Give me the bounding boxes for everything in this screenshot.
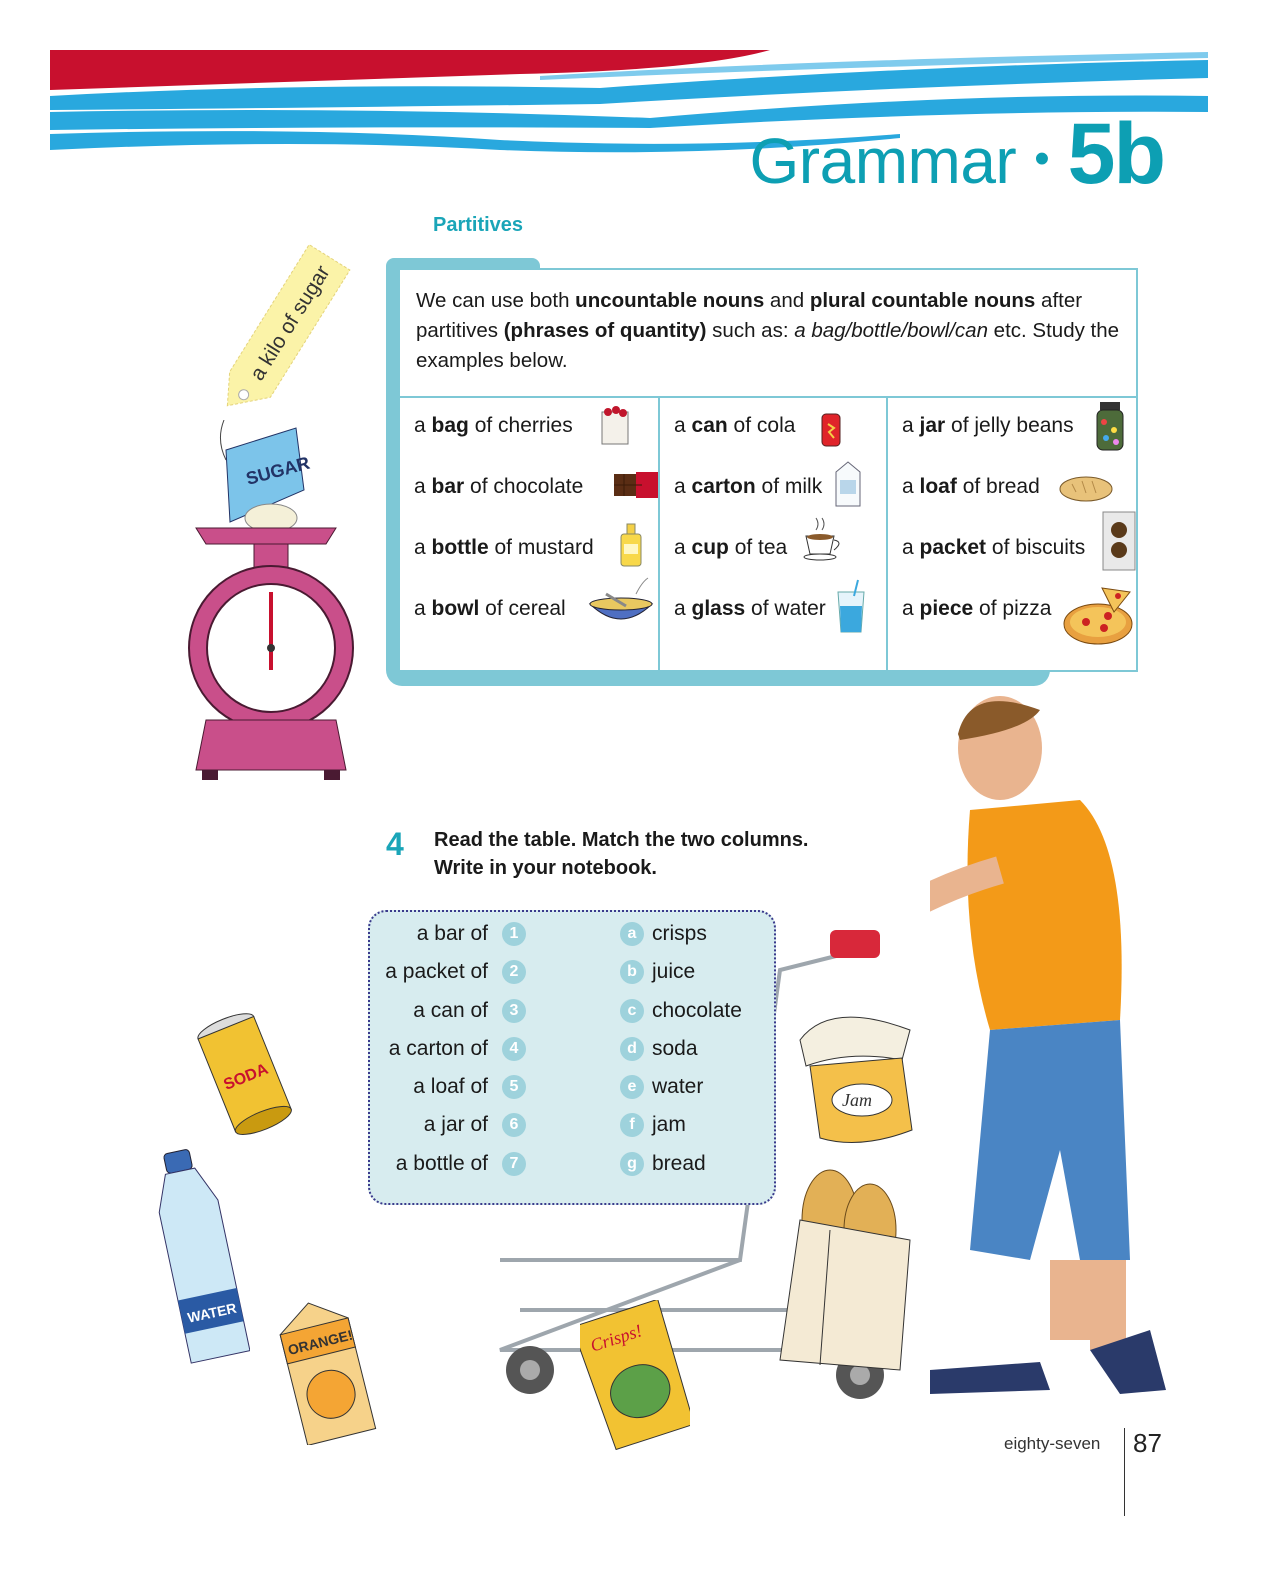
- chocolate-bar-icon: [612, 468, 660, 502]
- grammar-examples: [400, 398, 1136, 670]
- intro-text: after partitives: [416, 289, 1083, 342]
- item-number-badge: 6: [502, 1113, 526, 1137]
- match-right-item[interactable]: e water: [620, 1075, 703, 1099]
- item-letter-badge: b: [620, 960, 644, 984]
- jam-label: Jam: [842, 1090, 872, 1110]
- example-phrase: a bar of chocolate: [414, 475, 584, 498]
- exercise-number: 4: [386, 826, 404, 862]
- tea-cup-icon: [802, 514, 846, 562]
- crisps-label: Crisps!: [587, 1320, 645, 1356]
- intro-text: etc. Study the examples below.: [416, 319, 1120, 372]
- example-phrase: a bag of cherries: [414, 414, 573, 437]
- unit-title-separator: •: [1034, 134, 1050, 183]
- example-phrase: a piece of pizza: [902, 597, 1052, 620]
- biscuit-packet-icon: [1100, 510, 1138, 572]
- kitchen-scale-illustration: [186, 420, 356, 790]
- grammar-intro: [400, 270, 1136, 398]
- cereal-bowl-icon: [586, 574, 656, 632]
- grammar-box: [386, 258, 1138, 686]
- example-phrase: a bowl of cereal: [414, 597, 566, 620]
- match-right-item[interactable]: a crisps: [620, 922, 707, 946]
- unit-title-word: Grammar: [749, 125, 1017, 197]
- example-phrase: a jar of jelly beans: [902, 414, 1074, 437]
- mustard-bottle-icon: [618, 522, 644, 568]
- match-right-item[interactable]: f jam: [620, 1113, 686, 1137]
- intro-italic: a bag/bottle/bowl/can: [794, 319, 988, 342]
- water-glass-icon: [834, 578, 870, 636]
- intro-bold: plural countable nouns: [809, 289, 1036, 312]
- match-left-item[interactable]: a loaf of 5: [413, 1075, 526, 1099]
- item-number-badge: 3: [502, 999, 526, 1023]
- example-phrase: a bottle of mustard: [414, 536, 594, 559]
- soda-can-illustration: [190, 1010, 300, 1140]
- item-number-badge: 7: [502, 1152, 526, 1176]
- soda-label: SODA: [221, 1060, 271, 1094]
- match-right-item[interactable]: g bread: [620, 1152, 706, 1176]
- intro-text: We can use both: [416, 289, 576, 312]
- item-letter-badge: g: [620, 1152, 644, 1176]
- intro-bold: uncountable nouns: [575, 289, 765, 312]
- example-phrase: a can of cola: [674, 414, 796, 437]
- item-letter-badge: f: [620, 1113, 644, 1137]
- item-number-badge: 2: [502, 960, 526, 984]
- match-left-item[interactable]: a packet of 2: [385, 960, 526, 984]
- exercise-instructions: [434, 826, 809, 882]
- page-number-words: eighty-seven: [1004, 1434, 1101, 1453]
- intro-text: and: [764, 289, 810, 312]
- example-phrase: a glass of water: [674, 597, 826, 620]
- item-letter-badge: e: [620, 1075, 644, 1099]
- item-number-badge: 5: [502, 1075, 526, 1099]
- cherries-bag-icon: [598, 404, 632, 446]
- orange-label: ORANGE!: [286, 1326, 355, 1359]
- crisps-packet-illustration: [580, 1300, 690, 1450]
- grammar-column: [886, 398, 1136, 670]
- example-phrase: a loaf of bread: [902, 475, 1040, 498]
- example-phrase: a cup of tea: [674, 536, 788, 559]
- milk-carton-icon: [832, 460, 864, 508]
- example-phrase: a packet of biscuits: [902, 536, 1086, 559]
- intro-text: such as:: [706, 319, 795, 342]
- item-number-badge: 4: [502, 1037, 526, 1061]
- footer-divider: [1124, 1428, 1125, 1516]
- match-left-item[interactable]: a bottle of 7: [396, 1152, 526, 1176]
- page-number: 87: [1133, 1428, 1162, 1458]
- sugar-tag-illustration: [192, 240, 392, 440]
- match-right-item[interactable]: c chocolate: [620, 999, 742, 1023]
- jelly-bean-jar-icon: [1094, 400, 1126, 454]
- bread-loaf-icon: [1058, 472, 1114, 504]
- jam-jar-illustration: [790, 1000, 920, 1150]
- boy-illustration: [930, 690, 1170, 1410]
- grammar-column: [658, 398, 886, 670]
- match-right-item[interactable]: d soda: [620, 1037, 698, 1061]
- item-letter-badge: a: [620, 922, 644, 946]
- match-left-item[interactable]: a bar of 1: [417, 922, 526, 946]
- water-label: WATER: [186, 1299, 238, 1326]
- orange-juice-carton-illustration: [270, 1295, 380, 1445]
- sugar-tag-label: a kilo of sugar: [245, 261, 335, 385]
- match-left-item[interactable]: a carton of 4: [389, 1037, 526, 1061]
- item-letter-badge: d: [620, 1037, 644, 1061]
- sugar-label: SUGAR: [243, 452, 312, 489]
- grammar-column: [400, 398, 658, 670]
- pizza-icon: [1062, 584, 1136, 648]
- intro-bold: (phrases of quantity): [503, 319, 707, 342]
- cola-can-icon: [818, 410, 844, 450]
- item-letter-badge: c: [620, 999, 644, 1023]
- unit-title: [750, 105, 1165, 204]
- item-number-badge: 1: [502, 922, 526, 946]
- match-right-item[interactable]: b juice: [620, 960, 695, 984]
- grammar-box-inner: [398, 268, 1138, 672]
- matching-exercise-box: [368, 910, 776, 1205]
- match-left-item[interactable]: a jar of 6: [424, 1113, 526, 1137]
- section-heading: Partitives: [433, 214, 524, 236]
- example-phrase: a carton of milk: [674, 475, 823, 498]
- match-left-item[interactable]: a can of 3: [413, 999, 526, 1023]
- instruction-line: Write in your notebook.: [434, 857, 657, 879]
- instruction-line: Read the table. Match the two columns.: [434, 829, 809, 851]
- unit-number: 5b: [1067, 106, 1164, 202]
- bread-bag-illustration: [770, 1160, 920, 1380]
- water-bottle-illustration: [150, 1145, 250, 1375]
